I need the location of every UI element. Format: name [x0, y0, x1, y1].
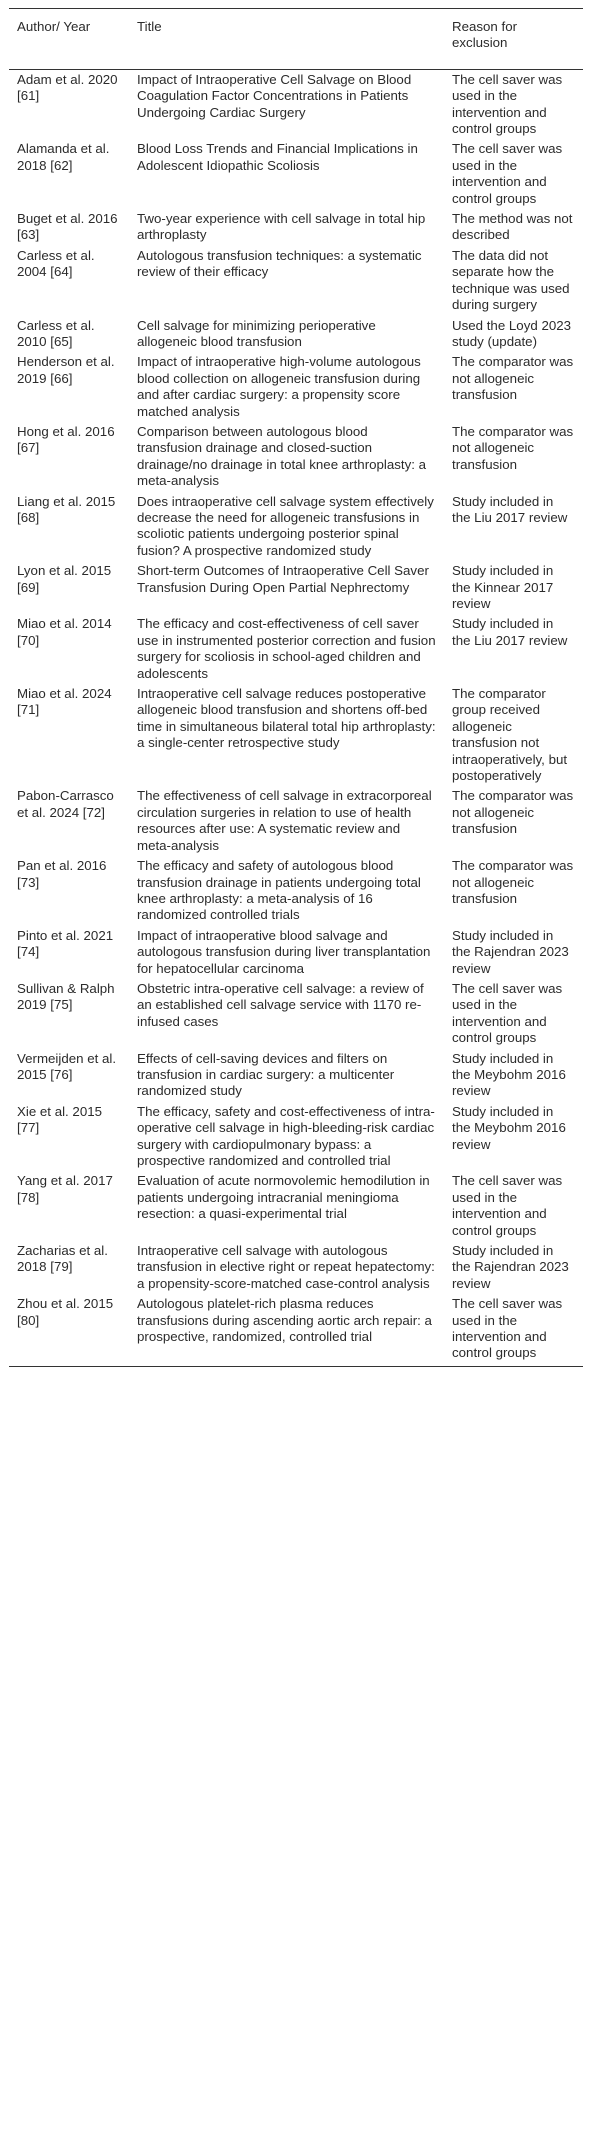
- table-row: [9, 786, 583, 856]
- cell-reason: The cell saver was used in the intervention and control groups: [452, 1173, 563, 1238]
- cell-title: Blood Loss Trends and Financial Implications in Adolescent Idiopathic Scoliosis: [137, 141, 418, 173]
- cell-reason: The comparator was not allogeneic transfusion: [452, 354, 574, 403]
- cell-author-year: Zhou et al. 2015 [80]: [9, 1294, 129, 1366]
- cell-reason: The cell saver was used in the intervention and control groups: [452, 980, 563, 1046]
- cell-author-year: Pan et al. 2016 [73]: [17, 858, 107, 890]
- cell-title: Evaluation of acute normovolemic hemodilution in patients undergoing intracranial meningioma resection: a quasi-experimental trial: [137, 1173, 430, 1222]
- cell-author-year: Adam et al. 2020 [61]: [17, 71, 118, 104]
- cell-reason: Study included in the Liu 2017 review: [452, 616, 568, 648]
- cell-author-year: Buget et al. 2016 [63]: [17, 211, 118, 243]
- cell-title: The efficacy and safety of autologous blood transfusion drainage in patients undergoing total knee arthroplasty: a meta-analysis of 16 randomized controlled trials: [137, 858, 421, 923]
- cell-author-year: Lyon et al. 2015 [69]: [17, 563, 112, 595]
- cell-author-year: Pabon-Carrasco et al. 2024 [72]: [17, 788, 114, 820]
- cell-author-year: Carless et al. 2004 [64]: [17, 247, 95, 280]
- cell-author-year: Xie et al. 2015 [77]: [17, 1103, 103, 1136]
- cell-author-year: Liang et al. 2015 [68]: [17, 493, 116, 525]
- cell-reason: Study included in the Kinnear 2017 review: [452, 563, 554, 611]
- cell-author-year: Pinto et al. 2021 [74]: [17, 927, 114, 960]
- table-body: [9, 69, 583, 1366]
- cell-title: The effectiveness of cell salvage in extracorporeal circulation surgeries in relation to use of health resources after use: A systematic review and meta-analysis: [137, 788, 432, 853]
- table-header: [9, 9, 583, 70]
- cell-author-year: Hong et al. 2016 [67]: [17, 423, 115, 456]
- cell-title: Autologous transfusion techniques: a systematic review of their efficacy: [137, 247, 422, 280]
- table-row: [9, 1294, 583, 1366]
- cell-title: Impact of intraoperative blood salvage and autologous transfusion during liver transplantation for hepatocellular carcinoma: [137, 927, 431, 976]
- table-row: [9, 1102, 583, 1172]
- cell-title: Obstetric intra-operative cell salvage: a review of an established cell salvage service with 1170 re-infused cases: [137, 980, 424, 1029]
- cell-reason: Study included in the Meybohm 2016 review: [452, 1050, 566, 1099]
- cell-title: The efficacy, safety and cost-effectiveness of intra-operative cell salvage in high-bleeding-risk cardiac surgery with cardiopulmonary bypass: a prospective randomized and controlled trial: [137, 1103, 435, 1168]
- cell-title: Does intraoperative cell salvage system effectively decrease the need for allogeneic transfusions in scoliotic patients undergoing posterior spinal fusion? A prospective randomized study: [137, 493, 434, 558]
- table-row: [9, 209, 583, 246]
- header-row: [9, 9, 583, 70]
- cell-author-year: Vermeijden et al. 2015 [76]: [17, 1050, 117, 1082]
- cell-author-year: Zacharias et al. 2018 [79]: [17, 1243, 108, 1275]
- header-reason: Reason for exclusion: [444, 9, 583, 70]
- cell-reason: The comparator group received allogeneic transfusion not intraoperatively, but postoperatively: [452, 686, 568, 784]
- cell-author-year: Miao et al. 2024 [71]: [17, 686, 112, 718]
- cell-reason: The cell saver was used in the intervention and control groups: [452, 141, 563, 206]
- table-row: [9, 246, 583, 316]
- cell-author-year: Henderson et al. 2019 [66]: [17, 354, 115, 386]
- table-row: [9, 139, 583, 209]
- header-title: Title: [129, 9, 444, 70]
- cell-title: Intraoperative cell salvage reduces postoperative allogeneic blood transfusion and shortens off-bed time in simultaneous bilateral total hip arthroplasty: a single-center retrospective study: [137, 686, 436, 751]
- table-row: [9, 684, 583, 786]
- cell-title: Cell salvage for minimizing perioperative allogeneic blood transfusion: [137, 317, 376, 349]
- cell-reason: Study included in the Liu 2017 review: [452, 493, 568, 525]
- table-row: [9, 1171, 583, 1241]
- table-row: [9, 856, 583, 926]
- cell-reason: Study included in the Rajendran 2023 review: [452, 1243, 569, 1291]
- table-row: [9, 492, 583, 562]
- cell-author-year: Alamanda et al. 2018 [62]: [17, 141, 110, 173]
- cell-reason: Study included in the Rajendran 2023 review: [452, 927, 569, 976]
- header-author-year: Author/ Year: [9, 9, 129, 70]
- cell-reason: The cell saver was used in the intervention and control groups: [452, 71, 563, 137]
- cell-title: The efficacy and cost-effectiveness of cell saver use in instrumented posterior correction and fusion surgery for scoliosis in school-aged children and adolescents: [137, 616, 436, 681]
- table-row: [9, 316, 583, 353]
- cell-title: Two-year experience with cell salvage in total hip arthroplasty: [137, 211, 426, 243]
- table-row: [9, 1241, 583, 1294]
- table-row: [9, 561, 583, 614]
- table-row: [9, 352, 583, 422]
- cell-title: Impact of Intraoperative Cell Salvage on Blood Coagulation Factor Concentrations in Patients Undergoing Cardiac Surgery: [137, 71, 412, 120]
- excluded-studies-table: [9, 8, 583, 1367]
- table-row: [9, 979, 583, 1049]
- cell-author-year: Carless et al. 2010 [65]: [17, 317, 95, 349]
- table-row: [9, 69, 583, 139]
- cell-author-year: Miao et al. 2014 [70]: [17, 616, 112, 648]
- cell-reason: The comparator was not allogeneic transfusion: [452, 858, 574, 906]
- cell-reason: The comparator was not allogeneic transfusion: [452, 788, 574, 837]
- table-row: [9, 926, 583, 979]
- cell-reason: Used the Loyd 2023 study (update): [452, 317, 572, 349]
- cell-reason: The method was not described: [452, 211, 573, 243]
- table-row: [9, 422, 583, 492]
- table-row: [9, 614, 583, 684]
- cell-reason: Study included in the Meybohm 2016 review: [452, 1103, 566, 1152]
- cell-reason: The comparator was not allogeneic transfusion: [452, 423, 574, 472]
- cell-reason: The data did not separate how the technique was used during surgery: [452, 247, 570, 313]
- exclusion-table-container: [9, 8, 583, 1367]
- cell-title: Autologous platelet-rich plasma reduces transfusions during ascending aortic arch repair: a prospective, randomized, controlled trial: [129, 1294, 444, 1366]
- cell-author-year: Yang et al. 2017 [78]: [17, 1173, 113, 1205]
- cell-title: Effects of cell-saving devices and filters on transfusion in cardiac surgery: a multicenter randomized study: [137, 1050, 395, 1099]
- cell-reason: The cell saver was used in the intervention and control groups: [444, 1294, 583, 1366]
- table-row: [9, 1049, 583, 1102]
- cell-title: Impact of intraoperative high-volume autologous blood collection on allogeneic transfusion during and after cardiac surgery: a propensity score matched analysis: [137, 354, 421, 419]
- cell-title: Comparison between autologous blood transfusion drainage and closed-suction drainage/no drainage in total knee arthroplasty: a meta-analysis: [137, 423, 427, 489]
- cell-title: Short-term Outcomes of Intraoperative Cell Saver Transfusion During Open Partial Nephrectomy: [137, 563, 429, 595]
- cell-title: Intraoperative cell salvage with autologous transfusion in elective right or repeat hepatectomy: a propensity-score-matched case-control analysis: [137, 1243, 435, 1291]
- cell-author-year: Sullivan & Ralph 2019 [75]: [17, 980, 115, 1013]
